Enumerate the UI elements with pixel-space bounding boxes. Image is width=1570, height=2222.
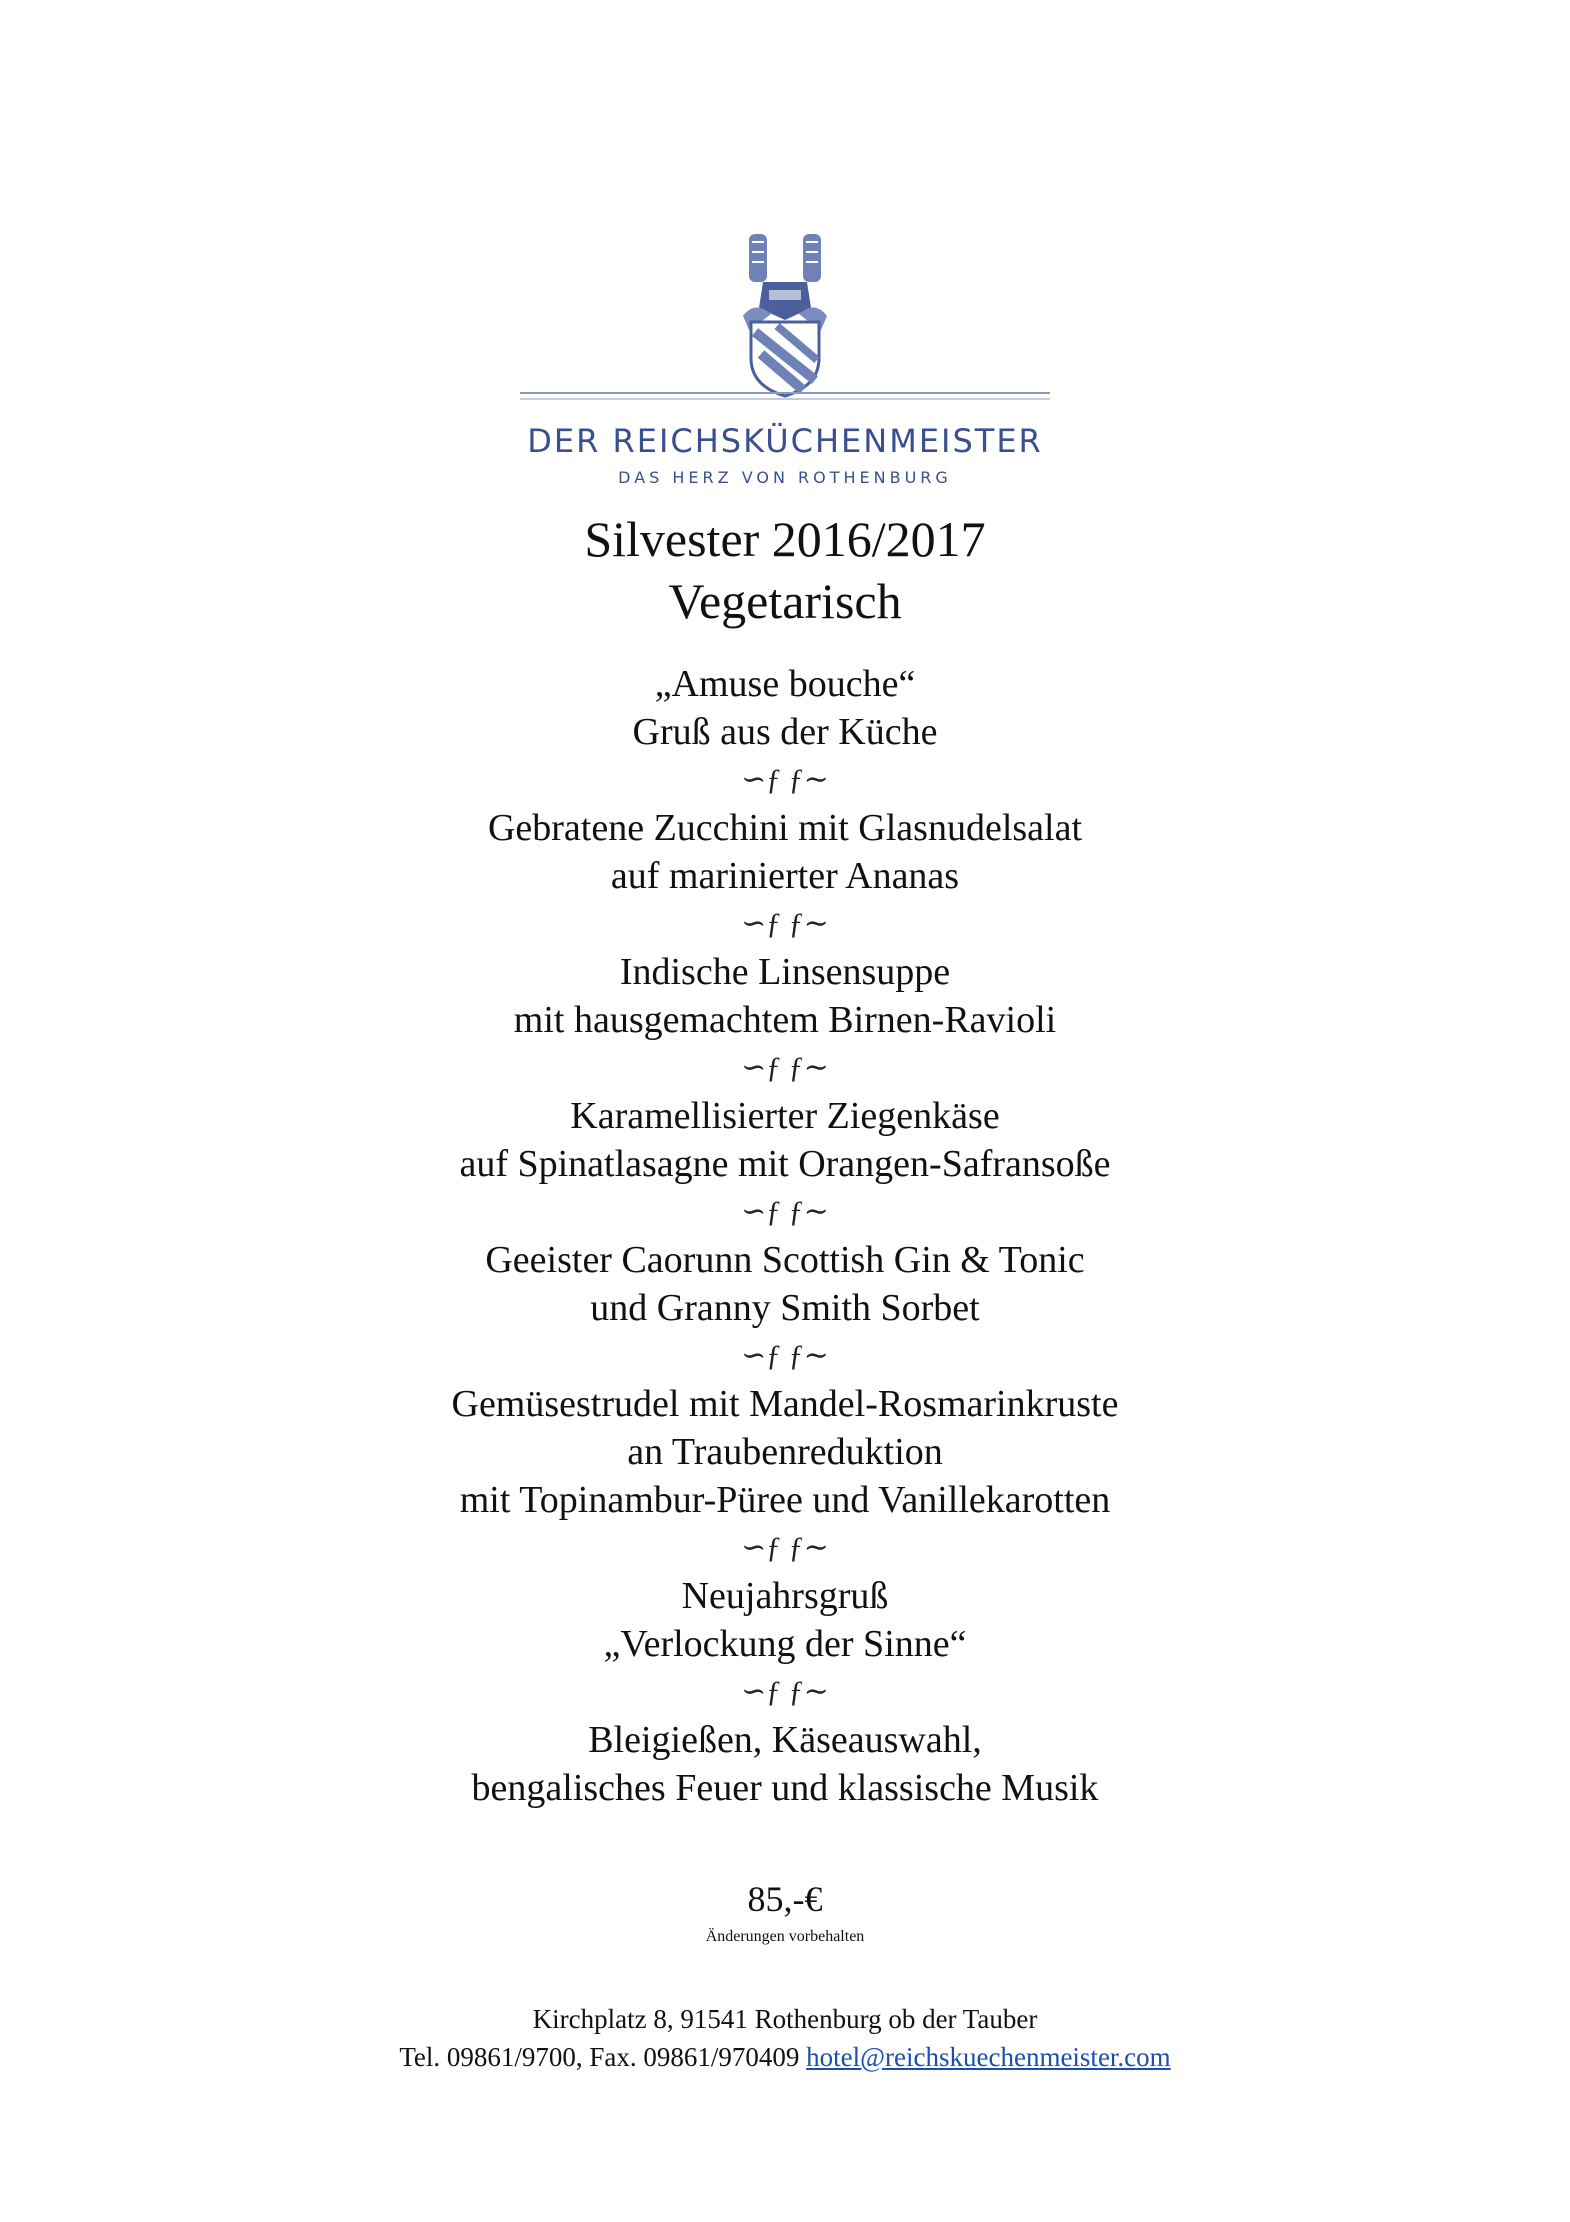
course-line: und Granny Smith Sorbet [590,1287,980,1329]
ornament-divider: ∽ƒ ƒ∼ [741,1195,829,1228]
price: 85,-€ [747,1879,823,1919]
title-line-2: Vegetarisch [668,573,902,629]
course-1 [0,660,1570,756]
title-line-1: Silvester 2016/2017 [584,511,986,567]
footer-address: Kirchplatz 8, 91541 Rothenburg ob der Tauber [532,2004,1038,2034]
menu-courses [0,660,1570,1812]
course-6 [0,1380,1570,1524]
course-line: auf marinierter Ananas [610,855,960,897]
brand-name: DER REICHSKÜCHENMEISTER [527,422,1043,460]
ornament-divider: ∽ƒ ƒ∼ [741,907,829,940]
course-5 [0,1236,1570,1332]
course-line: Karamellisierter Ziegenkäse [570,1095,1000,1137]
brand-tagline: DAS HERZ VON ROTHENBURG [618,468,952,487]
course-line: Neujahrsgruß [681,1575,889,1617]
course-line: Geeister Caorunn Scottish Gin & Tonic [485,1239,1085,1281]
ornament-divider: ∽ƒ ƒ∼ [741,1531,829,1564]
coat-of-arms-icon [715,230,855,400]
logo-divider-lower [520,398,1050,400]
course-line: bengalisches Feuer und klassische Musik [471,1767,1099,1809]
page-title [0,508,1570,632]
price-note: Änderungen vorbehalten [705,1928,865,1945]
course-7 [0,1572,1570,1668]
course-line: Gemüsestrudel mit Mandel-Rosmarinkruste [451,1383,1119,1425]
course-2 [0,804,1570,900]
course-8 [0,1716,1570,1812]
logo-divider [520,392,1050,394]
ornament-divider: ∽ƒ ƒ∼ [741,1339,829,1372]
ornament-divider: ∽ƒ ƒ∼ [741,1051,829,1084]
ornament-divider: ∽ƒ ƒ∼ [741,1675,829,1708]
footer-contact [0,2038,1570,2076]
course-line: auf Spinatlasagne mit Orangen-Safransoße [459,1143,1111,1185]
footer [0,2000,1570,2076]
footer-phone-fax: Tel. 09861/9700, Fax. 09861/970409 [399,2042,807,2072]
course-3 [0,948,1570,1044]
course-line: an Traubenreduktion [627,1431,943,1473]
course-line: „Amuse bouche“ [654,663,916,705]
course-4 [0,1092,1570,1188]
ornament-divider: ∽ƒ ƒ∼ [741,763,829,796]
email-link[interactable]: hotel@reichskuechenmeister.com [806,2042,1171,2072]
course-line: Indische Linsensuppe [619,951,951,993]
course-line: „Verlockung der Sinne“ [603,1623,967,1665]
course-line: Gruß aus der Küche [632,711,938,753]
course-line: Bleigießen, Käseauswahl, [588,1719,982,1761]
logo [0,230,1570,400]
course-line: mit Topinambur-Püree und Vanillekarotten [459,1479,1111,1521]
course-line: Gebratene Zucchini mit Glasnudelsalat [487,807,1083,849]
course-line: mit hausgemachtem Birnen-Ravioli [513,999,1057,1041]
